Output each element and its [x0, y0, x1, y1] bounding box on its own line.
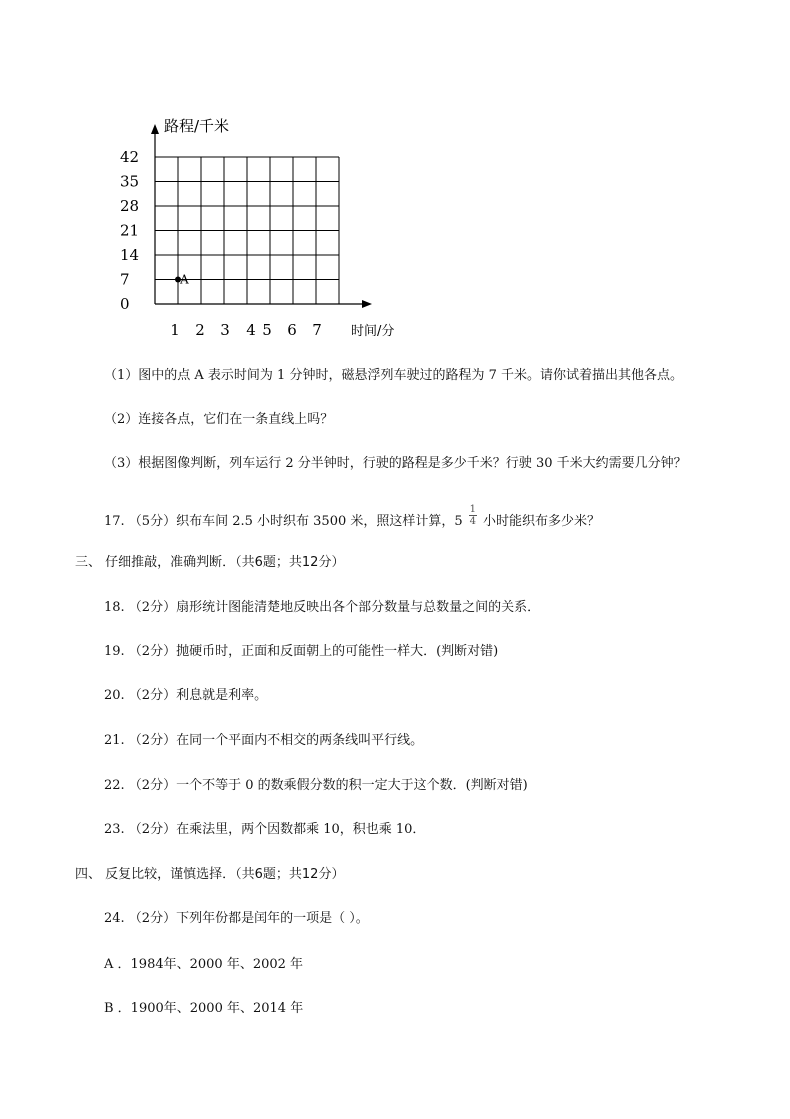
fraction-denominator: 4 [469, 516, 477, 527]
question-16-part-3: （3）根据图像判断，列车运行 2 分半钟时，行驶的路程是多少千米？行驶 30 千米大约需要几分钟？ [104, 456, 687, 471]
y-tick-7: 7 [120, 270, 130, 289]
option-a: A ．1984年、2000 年、2002 年 [104, 957, 304, 972]
question-16-part-2: （2）连接各点，它们在一条直线上吗？ [104, 412, 334, 427]
x-tick-5: 5 [262, 321, 272, 339]
x-tick-2: 2 [195, 321, 205, 339]
y-tick-labels [120, 148, 139, 313]
x-tick-7: 7 [312, 321, 322, 339]
question-20: 20. （2分）利息就是利率。 [104, 688, 268, 703]
question-21: 21. （2分）在同一个平面内不相交的两条线叫平行线。 [104, 733, 424, 748]
question-23: 23. （2分）在乘法里，两个因数都乘 10，积也乘 10． [104, 822, 426, 837]
x-tick-labels [170, 321, 322, 339]
question-16-part-1: （1）图中的点 A 表示时间为 1 分钟时，磁悬浮列车驶过的路程为 7 千米。请你试着描出其他各点。 [104, 368, 683, 383]
x-tick-3: 3 [220, 321, 230, 339]
y-axis-arrow [151, 124, 159, 134]
y-tick-35: 35 [120, 172, 140, 191]
x-tick-4: 4 [246, 321, 256, 339]
section-4-title: 四、 反复比较，谨慎选择．（共6题；共12分） [75, 867, 345, 882]
distance-time-chart [0, 0, 790, 350]
y-tick-42: 42 [120, 148, 140, 166]
x-axis-arrow [362, 300, 372, 308]
question-19: 19. （2分）抛硬币时，正面和反面朝上的可能性一样大．(判断对错) [104, 644, 499, 659]
y-tick-21: 21 [120, 221, 140, 240]
question-17-text-end: 小时能织布多少米？ [483, 514, 601, 529]
x-tick-6: 6 [287, 321, 297, 339]
question-24: 24. （2分）下列年份都是闰年的一项是（ ）。 [104, 911, 369, 926]
question-18: 18. （2分）扇形统计图能清楚地反映出各个部分数量与总数量之间的关系． [104, 600, 541, 615]
question-17-text: 17. （5分）织布车间 2.5 小时织布 3500 米，照这样计算，5 [104, 514, 463, 529]
point-label-A: A [180, 272, 189, 287]
question-17 [104, 504, 601, 533]
option-b: B ．1900年、2000 年、2014 年 [104, 1001, 304, 1016]
y-tick-0: 0 [120, 295, 130, 313]
y-axis-label: 路程/千米 [164, 117, 230, 135]
section-3-title: 三、 仔细推敲，准确判断．（共6题；共12分） [75, 555, 345, 570]
x-axis-label: 时间/分 [351, 324, 395, 339]
y-tick-28: 28 [120, 197, 140, 215]
data-points [175, 273, 189, 287]
x-tick-1: 1 [170, 321, 180, 339]
y-tick-14: 14 [120, 246, 140, 264]
fraction-one-quarter [469, 504, 477, 527]
fraction-numerator: 1 [469, 504, 477, 515]
question-22: 22. （2分）一个不等于 0 的数乘假分数的积一定大于这个数．(判断对错) [104, 778, 528, 793]
